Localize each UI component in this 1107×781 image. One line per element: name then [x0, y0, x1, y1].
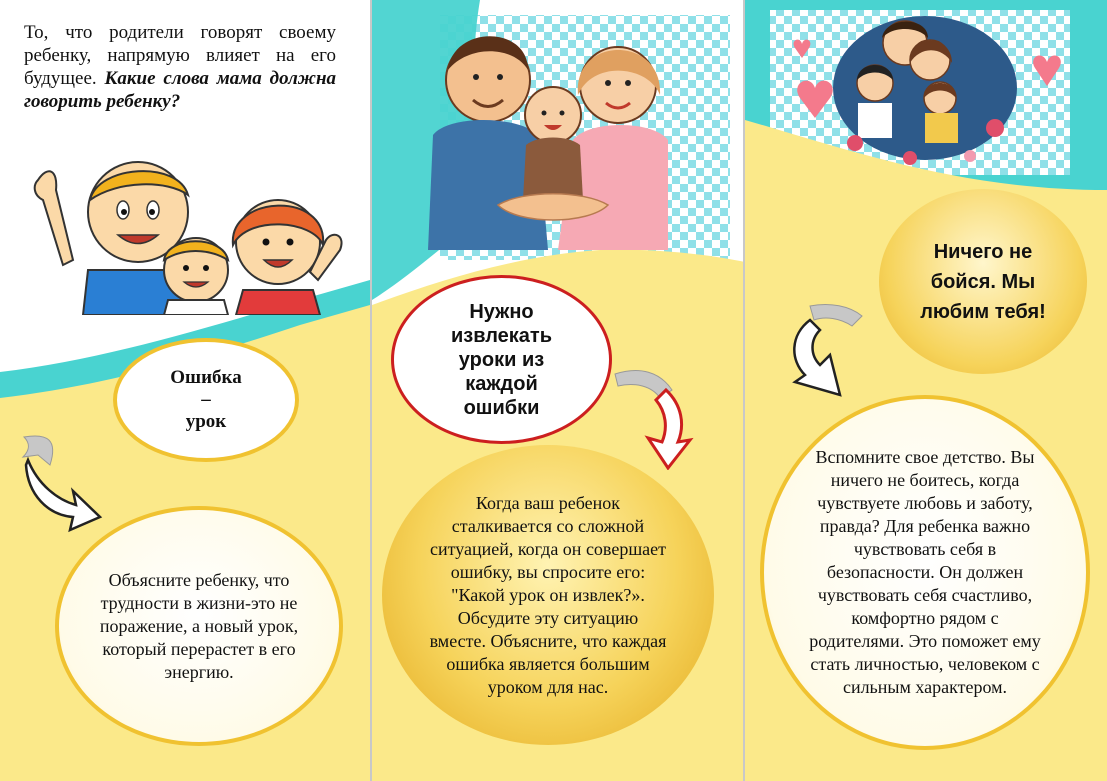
family-hug-illustration — [780, 8, 1070, 173]
panel2-heading: Нужно извлекать уроки из каждой ошибки — [450, 300, 553, 419]
panel3-heading-bubble — [879, 189, 1087, 374]
panel2-body-text: Когда ваш ребенок сталкивается со сложной ситуацией, когда он совершает ошибку, вы спросите его: "Какой урок он извлек?». Обсудите эту ситуацию вместе. Объясните, что каждая ошибка является большим уроком для нас. — [429, 492, 667, 697]
cartoon-family-illustration — [28, 160, 358, 315]
panel1-heading — [170, 367, 241, 433]
intro-question: Какие слова мама должна говорить ребенку? — [24, 68, 336, 112]
panel1-heading-bubble — [113, 338, 299, 462]
intro-paragraph — [24, 21, 336, 113]
panel2-heading-bubble — [391, 275, 612, 444]
panel3-body-bubble — [760, 395, 1090, 750]
intro-text: То, что родители говорят своему ребенку, напрямую влияет на его будущее. — [24, 22, 336, 89]
heading-line-1: Ошибка — [170, 367, 242, 388]
panel3-heading: Ничего не бойся. Мы любим тебя! — [920, 240, 1046, 323]
panel1-body-bubble — [55, 506, 343, 746]
curved-arrow-icon — [610, 360, 700, 470]
curved-arrow-icon — [780, 300, 880, 410]
heading-line-2: – — [201, 389, 211, 410]
curved-arrow-icon — [18, 425, 108, 535]
panel3-body-text: Вспомните свое детство. Вы ничего не боитесь, когда чувствуете любовь и заботу, правда? Для ребенка важно чувствовать себя в безопасности. Он должен чувствовать себя счастливо, комфортно рядом с родителями. Это поможет ему стать личностью, человеком с сильным характером. — [809, 447, 1041, 697]
panel1-body-text: Объясните ребенку, что трудности в жизни-это не поражение, а новый урок, который перерастет в его энергию. — [99, 569, 299, 682]
heading-line-3: урок — [185, 411, 227, 432]
parents-with-baby-illustration — [428, 15, 668, 250]
panel2-body-bubble — [382, 445, 714, 745]
